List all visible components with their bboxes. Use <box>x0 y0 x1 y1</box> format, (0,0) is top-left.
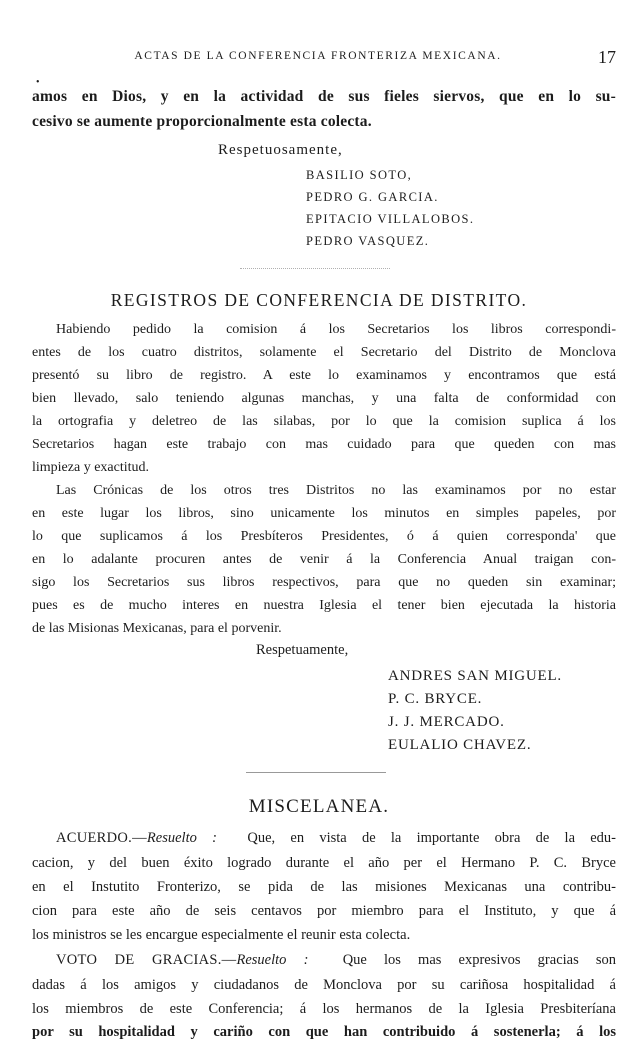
body-line: presentó su libro de registro. A este lo examinamos y encontramos que está <box>32 368 616 383</box>
section-divider <box>240 268 390 269</box>
paragraph-lead: ACUERDO.— <box>56 830 147 846</box>
body-line: bien llevado, salo teniendo algunas manchas, y una falta de conformidad con <box>32 391 616 406</box>
body-line: Habiendo pedido la comision á los Secretarios los libros correspondi- <box>56 322 616 337</box>
body-line: sigo los Secretarios sus libros respectivos, para que no queden sin examinar; <box>32 575 616 590</box>
body-line: en este lugar los libros, sino unicamente los minutos en simples papeles, por <box>32 506 616 521</box>
body-text: Que los mas expresivos gracias son <box>342 952 616 968</box>
resuelto-label: Resuelto : <box>236 952 309 968</box>
page-header <box>60 47 616 74</box>
signer-name: EPITACIO VILLALOBOS. <box>306 212 475 226</box>
body-line: Secretarios hagan este trabajo con mas cuidado para que queden con mas <box>32 437 616 452</box>
body-line: limpieza y exactitud. <box>32 460 150 475</box>
body-line: cion para este año de seis centavos por miembro para el Instituto, y que á <box>32 903 616 919</box>
body-line: en el Instutito Fronterizo, se pida de las misiones Mexicanas una contribu- <box>32 879 616 895</box>
body-line: dadas á los amigos y ciudadanos de Monclova por su cariñosa hospitalidad á <box>32 977 616 993</box>
body-line: cacion, y del buen éxito logrado durante el año per el Hermano P. C. Bryce <box>32 855 616 871</box>
signer-name: J. J. MERCADO. <box>388 714 505 730</box>
signer-name: BASILIO SOTO, <box>306 168 413 182</box>
resuelto-label: Resuelto : <box>146 830 217 846</box>
body-line: la ortografia y deletreo de las silabas, por lo que la comision suplica á los <box>32 414 616 429</box>
body-line: Las Crónicas de los otros tres Distritos no las examinamos por no estar <box>56 483 616 498</box>
body-line <box>32 952 616 969</box>
section-title: MISCELANEA. <box>248 796 390 817</box>
section-title: REGISTROS DE CONFERENCIA DE DISTRITO. <box>110 290 528 310</box>
body-line: entes de los cuatro distritos, solamente el Secretario del Distrito de Monclova <box>32 345 616 360</box>
running-head: ACTAS DE LA CONFERENCIA FRONTERIZA MEXICANA. <box>134 50 502 62</box>
body-line: pues es de mucho interes en nuestra Iglesia el tener bien ejecutada la historia <box>32 598 616 613</box>
signer-name: PEDRO VASQUEZ. <box>306 234 430 248</box>
margin-mark: • <box>36 77 40 88</box>
body-line: los miembros de este Conferencia; á los hermanos de la Iglesia Presbiteríana <box>32 1001 616 1017</box>
body-text: Que, en vista de la importante obra de la edu- <box>247 830 616 846</box>
section-divider <box>246 772 386 773</box>
body-line: por su hospitalidad y cariño con que han contribuido á sostenerla; á los <box>32 1024 616 1040</box>
body-line: lo que suplicamos á los Presbíteros Presidentes, ó á quien corresponda' que <box>32 529 616 544</box>
signer-name: ANDRES SAN MIGUEL. <box>388 668 562 684</box>
body-line: de las Misionas Mexicanas, para el porvenir. <box>32 621 282 636</box>
body-line: cesivo se aumente proporcionalmente esta colecta. <box>32 113 372 130</box>
body-line <box>32 830 616 847</box>
signer-name: EULALIO CHAVEZ. <box>388 737 532 753</box>
signer-name: PEDRO G. GARCIA. <box>306 190 439 204</box>
page-number: 17 <box>598 47 616 67</box>
closing-text: Respetuosamente, <box>218 142 343 158</box>
body-line: amos en Dios, y en la actividad de sus fieles siervos, que en lo su- <box>32 88 616 105</box>
paragraph-lead: VOTO DE GRACIAS.— <box>56 952 237 968</box>
closing-text: Respetuamente, <box>256 642 349 658</box>
signer-name: P. C. BRYCE. <box>388 691 483 707</box>
body-line: en lo adalante procuren antes de venir á la Conferencia Anual traigan con- <box>32 552 616 567</box>
body-line: los ministros se les encargue especialmente el reunir esta colecta. <box>32 927 411 943</box>
